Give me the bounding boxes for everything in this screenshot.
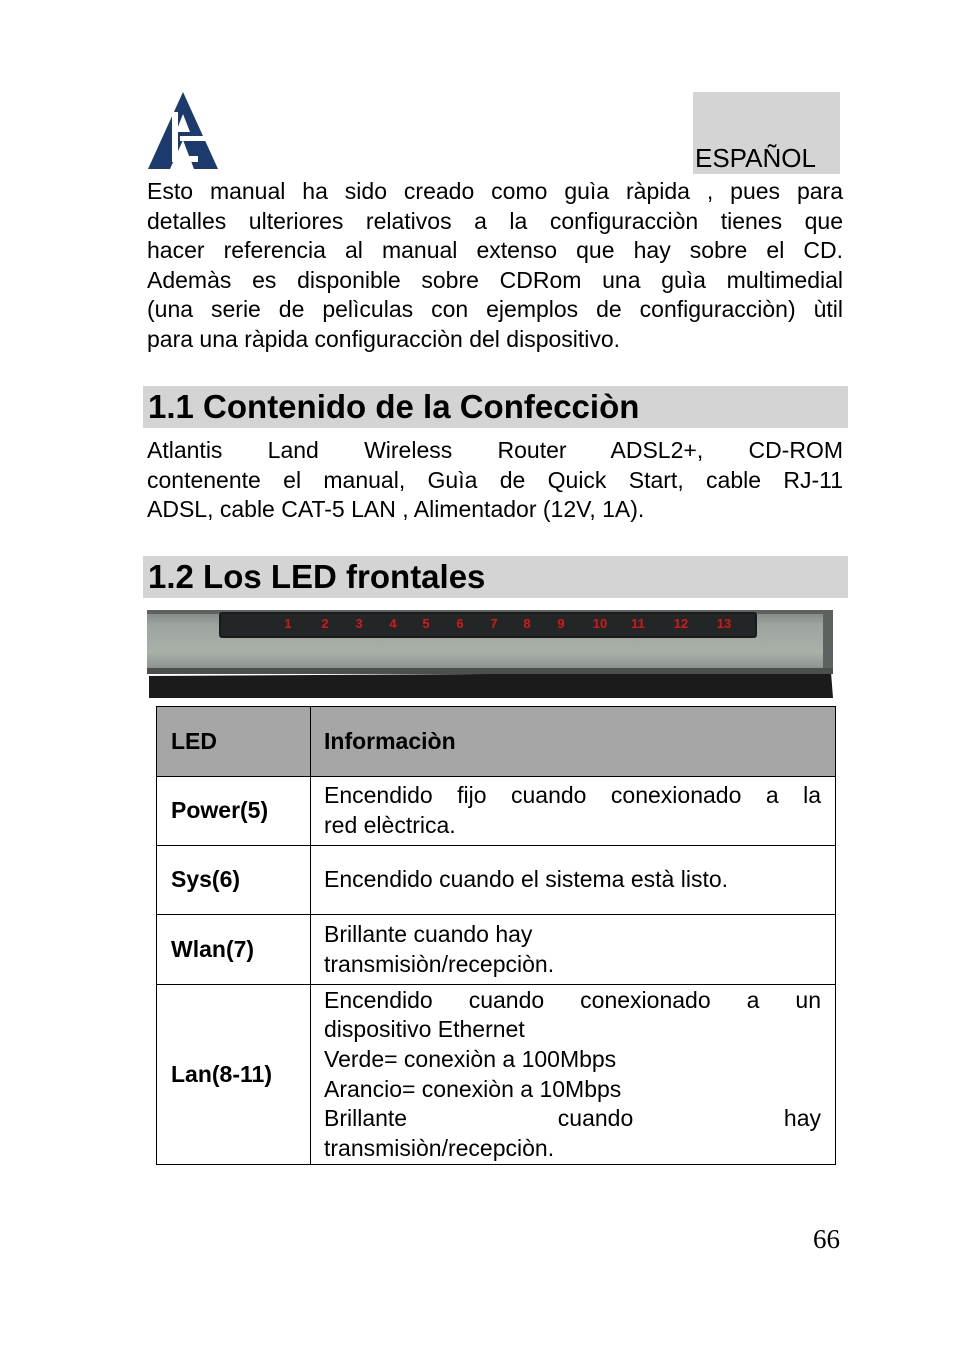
table-row <box>157 777 836 846</box>
intro-line: Esto manual ha sido creado como guìa ràpida , pues para <box>147 178 843 204</box>
table-row <box>157 846 836 915</box>
led-number-label: 5 <box>422 616 430 631</box>
table-cell-led: Power(5) <box>157 777 311 846</box>
led-number-label: 10 <box>592 616 608 631</box>
contents-line: Atlantis Land Wireless Router ADSL2+, CD-ROM <box>147 437 843 463</box>
page-number: 66 <box>813 1224 840 1254</box>
section-title-contents: 1.1 Contenido de la Confecciòn <box>148 388 640 425</box>
table-header-info: Informaciòn <box>311 707 836 777</box>
router-front-panel-image <box>147 610 840 698</box>
table-cell-info <box>311 985 836 1165</box>
atlantis-logo-icon <box>146 92 220 170</box>
info-line: transmisiòn/recepciòn. <box>324 1134 555 1161</box>
led-number-label: 13 <box>716 616 732 631</box>
info-line: Encendido cuando el sistema està listo. <box>324 866 729 893</box>
intro-line: detalles ulteriores relativos a la configuracciòn tienes que <box>147 207 843 234</box>
contents-line: ADSL, cable CAT-5 LAN , Alimentador (12V, 1A). <box>147 496 645 523</box>
led-number-label: 4 <box>389 616 397 631</box>
led-number-label: 9 <box>557 616 565 631</box>
info-line: dispositivo Ethernet <box>324 1016 525 1043</box>
table-header-row <box>157 707 836 777</box>
info-line: Brillante cuando hay <box>324 1105 821 1132</box>
table-cell-info <box>311 777 836 846</box>
table-cell-led: Wlan(7) <box>157 915 311 985</box>
info-line: red elèctrica. <box>324 812 456 838</box>
table-header-led: LED <box>157 707 311 777</box>
table-row <box>157 985 836 1165</box>
info-line: transmisiòn/recepciòn. <box>324 950 555 977</box>
led-number-label: 2 <box>321 616 329 631</box>
info-line: Encendido fijo cuando conexionado a la <box>324 782 821 809</box>
contents-paragraph <box>147 436 843 525</box>
info-line: Brillante cuando hay <box>324 920 533 947</box>
led-table <box>156 706 836 1165</box>
led-number-label: 6 <box>456 616 464 631</box>
led-number-label: 12 <box>673 616 689 631</box>
info-line: Encendido cuando conexionado a un <box>324 986 821 1013</box>
led-number-label: 7 <box>490 616 498 631</box>
info-line: Arancio= conexiòn a 10Mbps <box>324 1075 622 1102</box>
info-line: Verde= conexiòn a 100Mbps <box>324 1045 617 1072</box>
intro-line: (una serie de pelìculas con ejemplos de configuracciòn) ùtil <box>147 296 843 323</box>
table-cell-info <box>311 915 836 985</box>
section-title-leds: 1.2 Los LED frontales <box>148 558 486 595</box>
led-number-label: 8 <box>523 616 531 631</box>
led-number-label: 11 <box>631 616 645 631</box>
led-number-label: 3 <box>355 616 363 631</box>
intro-line: hacer referencia al manual extenso que hay sobre el CD. <box>147 237 843 264</box>
language-label: ESPAÑOL <box>695 143 816 173</box>
table-cell-led: Lan(8-11) <box>157 985 311 1165</box>
intro-line: Ademàs es disponible sobre CDRom una guìa multimedial <box>147 266 843 293</box>
contents-line: contenente el manual, Guìa de Quick Start, cable RJ-11 <box>147 466 843 493</box>
table-cell-info <box>311 846 836 915</box>
intro-line: para una ràpida configuracciòn del dispositivo. <box>147 325 621 352</box>
table-cell-led: Sys(6) <box>157 846 311 915</box>
table-row <box>157 915 836 985</box>
intro-paragraph <box>147 177 843 355</box>
led-number-label: 1 <box>284 616 292 631</box>
